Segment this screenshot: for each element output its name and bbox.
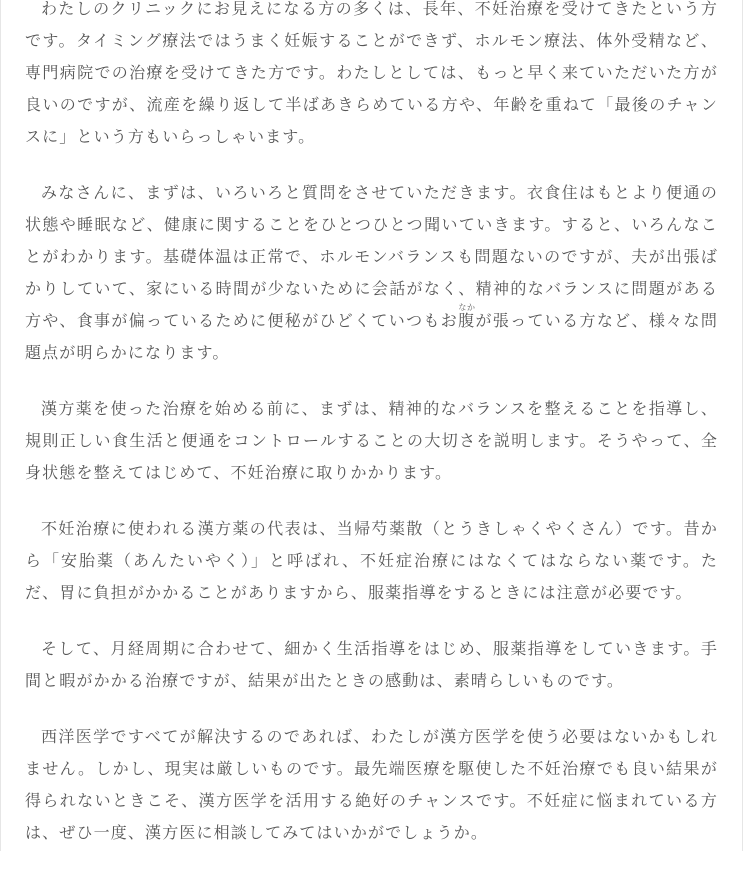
paragraph-6: 西洋医学ですべてが解決するのであれば、わたしが漢方医学を使う必要はないかもしれません。しかし、現実は厳しいものです。最先端医療を駆使した不妊治療でも良い結果が得られないときこそ、漢方医学を活用する絶好のチャンスです。不妊症に悩まれている方は、ぜひ一度、漢方医に相談してみてはいかがでしょうか。	[25, 727, 718, 842]
paragraph-3: 漢方薬を使った治療を始める前に、まずは、精神的なバランスを整えることを指導し、規則正しい食生活と便通をコントロールすることの大切さを説明します。そうやって、全身状態を整えてはじめて、不妊治療に取りかかります。	[25, 399, 718, 482]
ruby-base: 腹	[458, 311, 476, 330]
paragraph-2-text-before: みなさんに、まずは、いろいろと質問をさせていただきます。衣食住はもとより便通の状態や睡眠など、健康に関することをひとつひとつ聞いていきます。すると、いろんなことがわかります。基礎体温は正常で、ホルモンバランスも問題ないのですが、夫が出張ばかりしていて、家にいる時間が少ないために会話がなく、精神的なバランスに問題がある方や、食事が偏っているために便秘がひどくていつもお	[25, 183, 718, 330]
paragraph-2	[25, 177, 718, 369]
ruby-reading: なか	[458, 303, 476, 312]
paragraph-4: 不妊治療に使われる漢方薬の代表は、当帰芍薬散（とうきしゃくやくさん）です。昔から「安胎薬（あんたいやく）」と呼ばれ、不妊症治療にはなくてはならない薬です。ただ、胃に負担がかかることがありますから、服薬指導をするときには注意が必要です。	[25, 519, 718, 602]
paragraph-2-text-after: が張っている方など、様々な問題点が明らかになります。	[25, 311, 718, 362]
paragraph-1: わたしのクリニックにお見えになる方の多くは、長年、不妊治療を受けてきたという方です。タイミング療法ではうまく妊娠することができず、ホルモン療法、体外受精など、専門病院での治療を受けてきた方です。わたしとしては、もっと早く来ていただいた方が良いのですが、流産を繰り返して半ばあきらめている方や、年齢を重ねて「最後のチャンスに」という方もいらっしゃいます。	[25, 0, 718, 146]
furigana-onaka	[458, 303, 476, 330]
paragraph-5: そして、月経周期に合わせて、細かく生活指導をはじめ、服薬指導をしていきます。手間と暇がかかる治療ですが、結果が出たときの感動は、素晴らしいものです。	[25, 639, 718, 690]
article-body	[25, 0, 718, 873]
